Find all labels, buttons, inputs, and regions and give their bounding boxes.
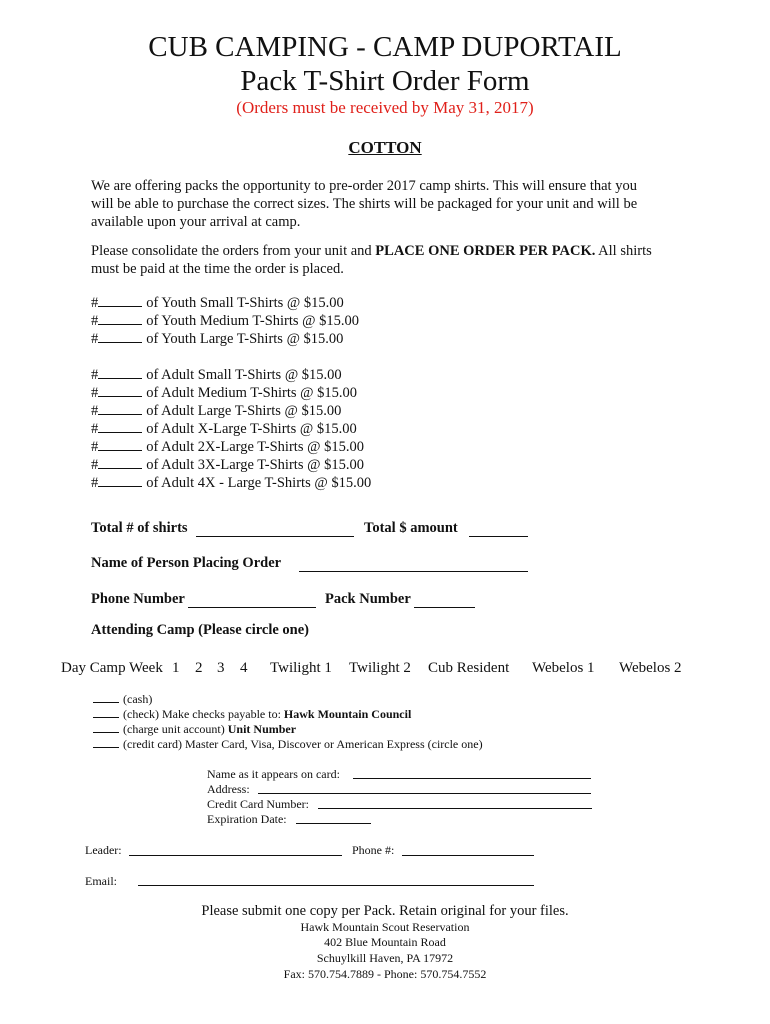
one-order-emphasis: PLACE ONE ORDER PER PACK.	[375, 243, 596, 259]
camp-twilight-2-option[interactable]: Twilight 2	[349, 660, 411, 676]
consolidate-paragraph	[91, 242, 661, 278]
number-sign: #	[91, 313, 99, 329]
order-deadline: (Orders must be received by May 31, 2017)	[236, 98, 534, 117]
total-shirts-label: Total # of shirts	[91, 520, 188, 536]
pack-number-field[interactable]	[414, 607, 475, 608]
checkmark-blank	[93, 707, 119, 718]
camp-week-1-option[interactable]: 1	[172, 660, 180, 676]
number-sign: #	[91, 403, 99, 419]
card-name-field[interactable]	[353, 778, 591, 779]
checkmark-blank	[93, 737, 119, 748]
item-label: of Adult 4X - Large T-Shirts @ $15.00	[146, 475, 372, 491]
quantity-blank[interactable]	[98, 294, 142, 307]
list-item	[91, 402, 371, 420]
card-address-label: Address:	[207, 782, 250, 796]
name-placing-field[interactable]	[299, 571, 528, 572]
leader-label: Leader:	[85, 843, 122, 857]
leader-field[interactable]	[129, 855, 342, 856]
number-sign: #	[91, 439, 99, 455]
list-item	[91, 384, 371, 402]
item-label: of Adult Large T-Shirts @ $15.00	[146, 403, 342, 419]
checkmark-blank	[93, 692, 119, 703]
quantity-blank[interactable]	[98, 474, 142, 487]
quantity-blank[interactable]	[98, 330, 142, 343]
phone-number-field[interactable]	[188, 607, 316, 608]
item-label: of Youth Medium T-Shirts @ $15.00	[146, 313, 360, 329]
payment-charge-option[interactable]	[93, 722, 296, 737]
card-number-label: Credit Card Number:	[207, 797, 309, 811]
camp-cub-resident-option[interactable]: Cub Resident	[428, 660, 510, 676]
number-sign: #	[91, 331, 99, 347]
item-label: of Adult X-Large T-Shirts @ $15.00	[146, 421, 357, 437]
city-address: Schuylkill Haven, PA 17972	[316, 951, 454, 965]
total-shirts-field[interactable]	[196, 536, 354, 537]
item-label: of Adult 2X-Large T-Shirts @ $15.00	[146, 439, 364, 455]
total-amount-label: Total $ amount	[364, 520, 458, 536]
payment-label: (charge unit account)	[123, 722, 228, 736]
list-item	[91, 456, 371, 474]
item-label: of Youth Small T-Shirts @ $15.00	[146, 295, 344, 311]
total-amount-field[interactable]	[469, 536, 528, 537]
item-label: of Adult Medium T-Shirts @ $15.00	[146, 385, 357, 401]
number-sign: #	[91, 475, 99, 491]
card-name-label: Name as it appears on card:	[207, 767, 340, 781]
payment-label: (check) Make checks payable to:	[123, 707, 284, 721]
fax-phone: Fax: 570.754.7889 - Phone: 570.754.7552	[283, 967, 487, 981]
payment-note: All shirts must be paid at the time the order is placed.	[91, 243, 652, 277]
item-label: of Adult 3X-Large T-Shirts @ $15.00	[146, 457, 364, 473]
camp-week-4-option[interactable]: 4	[240, 660, 248, 676]
number-sign: #	[91, 295, 99, 311]
payment-label: (credit card) Master Card, Visa, Discover or American Express (circle one)	[123, 737, 483, 751]
email-field[interactable]	[138, 885, 534, 886]
consolidate-text: Please consolidate the orders from your unit and	[91, 243, 376, 259]
form-title: CUB CAMPING - CAMP DUPORTAIL	[148, 31, 622, 63]
payment-credit-option[interactable]	[93, 737, 483, 752]
card-number-field[interactable]	[318, 808, 592, 809]
list-item	[91, 330, 359, 348]
camp-week-3-option[interactable]: 3	[217, 660, 225, 676]
number-sign: #	[91, 367, 99, 383]
payment-check-option[interactable]	[93, 707, 411, 722]
payee-name: Hawk Mountain Council	[283, 707, 412, 721]
unit-number-label: Unit Number	[227, 722, 297, 736]
quantity-blank[interactable]	[98, 438, 142, 451]
item-label: of Adult Small T-Shirts @ $15.00	[146, 367, 342, 383]
org-name: Hawk Mountain Scout Reservation	[300, 920, 470, 934]
checkmark-blank	[93, 722, 119, 733]
form-subtitle: Pack T-Shirt Order Form	[240, 65, 530, 97]
name-placing-label: Name of Person Placing Order	[91, 555, 282, 571]
camp-webelos-1-option[interactable]: Webelos 1	[532, 660, 595, 676]
list-item	[91, 312, 359, 330]
list-item	[91, 438, 371, 456]
card-expiration-field[interactable]	[296, 823, 371, 824]
camp-week-2-option[interactable]: 2	[195, 660, 203, 676]
adult-size-list	[91, 366, 371, 492]
camp-day-camp-option[interactable]: Day Camp Week	[61, 660, 163, 676]
street-address: 402 Blue Mountain Road	[324, 935, 446, 949]
attending-camp-label: Attending Camp (Please circle one)	[91, 622, 309, 638]
list-item	[91, 294, 359, 312]
youth-size-list	[91, 294, 359, 348]
quantity-blank[interactable]	[98, 366, 142, 379]
submit-instructions: Please submit one copy per Pack. Retain original for your files.	[201, 903, 569, 919]
payment-cash-option[interactable]	[93, 692, 152, 707]
list-item	[91, 474, 371, 492]
phone-number-label: Phone Number	[91, 591, 185, 607]
payment-label: (cash)	[123, 692, 153, 706]
quantity-blank[interactable]	[98, 420, 142, 433]
leader-phone-label: Phone #:	[352, 843, 395, 857]
camp-webelos-2-option[interactable]: Webelos 2	[619, 660, 682, 676]
camp-twilight-1-option[interactable]: Twilight 1	[270, 660, 332, 676]
list-item	[91, 420, 371, 438]
list-item	[91, 366, 371, 384]
quantity-blank[interactable]	[98, 456, 142, 469]
quantity-blank[interactable]	[98, 312, 142, 325]
quantity-blank[interactable]	[98, 402, 142, 415]
card-address-field[interactable]	[258, 793, 591, 794]
number-sign: #	[91, 457, 99, 473]
number-sign: #	[91, 385, 99, 401]
number-sign: #	[91, 421, 99, 437]
quantity-blank[interactable]	[98, 384, 142, 397]
material-heading: COTTON	[348, 138, 422, 157]
card-expiration-label: Expiration Date:	[207, 812, 287, 826]
item-label: of Youth Large T-Shirts @ $15.00	[146, 331, 344, 347]
leader-phone-field[interactable]	[402, 855, 534, 856]
email-label: Email:	[85, 874, 117, 888]
intro-paragraph: We are offering packs the opportunity to pre-order 2017 camp shirts. This will ensure that you will be able to purchase the correct sizes. The shirts will be packaged for your unit and will be available upon your arrival at camp.	[91, 178, 638, 230]
pack-number-label: Pack Number	[325, 591, 411, 607]
